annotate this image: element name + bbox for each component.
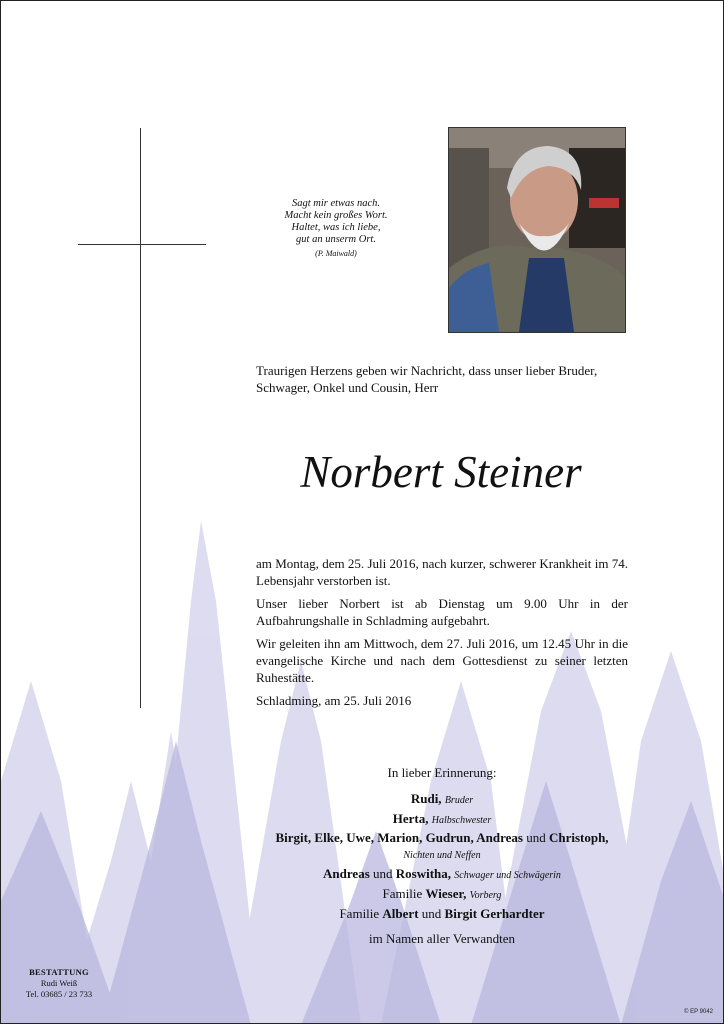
death-notice-paragraph: am Montag, dem 25. Juli 2016, nach kurzer, schwerer Krankheit im 74. Lebensjahr verstorben ist. bbox=[256, 556, 628, 588]
mourner-entry: Birgit, Elke, Uwe, Marion, Gudrun, Andreas und Christoph, bbox=[275, 830, 609, 846]
deceased-name: Norbert Steiner bbox=[300, 447, 582, 497]
funeral-paragraph: Wir geleiten ihn am Mittwoch, dem 27. Juli 2016, um 12.45 Uhr in die evangelische Kirche und nach dem Gottesdienst zu seiner letzten Ruhestätte. bbox=[256, 636, 628, 685]
deceased-portrait-photo bbox=[448, 127, 626, 333]
poem-line: Macht kein großes Wort. bbox=[284, 210, 388, 221]
undertaker-owner: Rudi Weiß bbox=[40, 978, 78, 988]
mourner-entry: Herta, Halbschwester bbox=[392, 810, 492, 826]
poem-line: Haltet, was ich liebe, bbox=[291, 222, 381, 233]
mourner-entry: Familie Albert und Birgit Gerhardter bbox=[339, 905, 545, 921]
mourners-closing: im Namen aller Verwandten bbox=[369, 931, 515, 947]
intro-line: Traurigen Herzens geben wir Nachricht, dass unser lieber Bruder, bbox=[256, 363, 598, 378]
announcement-body bbox=[256, 555, 628, 715]
poem-line: gut an unserm Ort. bbox=[296, 234, 376, 245]
print-code: © EP 9042 bbox=[684, 1009, 713, 1015]
undertaker-firm: BESTATTUNG bbox=[29, 967, 89, 977]
mourner-entry: Familie Wieser, Vorberg bbox=[382, 885, 502, 901]
poem-source: (P. Maiwald) bbox=[315, 249, 357, 258]
mourner-entry: Andreas und Roswitha, Schwager und Schwägerin bbox=[323, 865, 561, 881]
undertaker-imprint bbox=[18, 967, 100, 1000]
mourners-heading: In lieber Erinnerung: bbox=[387, 765, 497, 780]
poem-line: Sagt mir etwas nach. bbox=[291, 198, 381, 209]
announcement-intro bbox=[256, 362, 628, 396]
mourner-entry: Rudi, Bruder bbox=[410, 790, 474, 806]
undertaker-phone: Tel. 03685 / 23 733 bbox=[25, 989, 93, 999]
mourner-relation: Nichten und Neffen bbox=[403, 850, 481, 862]
mourners-list bbox=[256, 764, 628, 948]
viewing-paragraph: Unser lieber Norbert ist ab Dienstag um 9.00 Uhr in der Aufbahrungshalle in Schladming aufgebahrt. bbox=[256, 596, 628, 628]
place-date: Schladming, am 25. Juli 2016 bbox=[256, 693, 412, 708]
cross-horizontal-bar bbox=[78, 244, 206, 245]
poem-quote bbox=[256, 198, 416, 260]
cross-vertical-bar bbox=[140, 128, 141, 708]
intro-line: Schwager, Onkel und Cousin, Herr bbox=[256, 380, 439, 395]
